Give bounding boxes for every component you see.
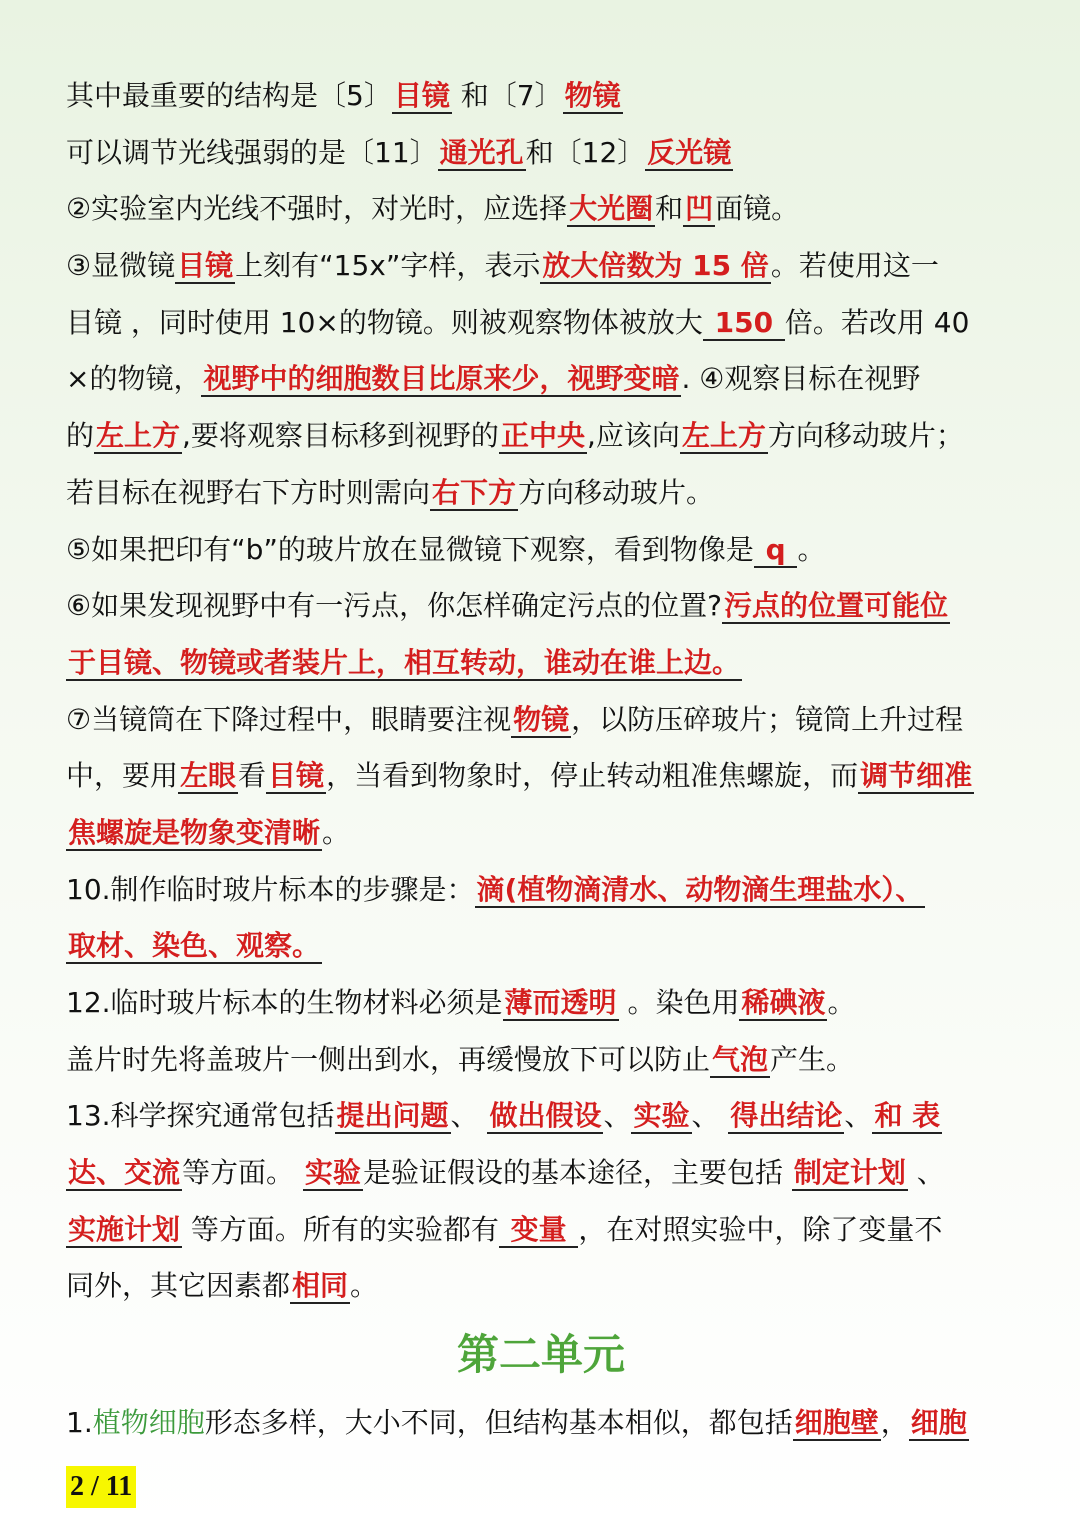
plain-text: 、: [691, 1099, 729, 1133]
answer-blank: 变量: [500, 1212, 577, 1246]
answer-blank: 气泡: [712, 1042, 769, 1076]
text-line: [66, 1395, 1016, 1452]
answer-blank: 放大倍数为 15 倍: [542, 249, 769, 283]
answer-blank: 滴(植物滴清水、动物滴生理盐水）、: [476, 872, 924, 906]
answer-blank: 制定计划: [793, 1156, 906, 1190]
plain-text: 面镜。: [715, 192, 800, 226]
plain-text: 方向移动玻片。: [518, 475, 715, 509]
plain-text: 同外，其它因素都: [66, 1269, 291, 1303]
answer-blank: 通光孔: [439, 135, 524, 169]
text-line: [66, 181, 1016, 238]
plain-text: ，: [880, 1406, 909, 1440]
text-line: [66, 351, 1016, 408]
plain-text: 倍。若改用 40: [784, 305, 970, 339]
document-body: [66, 68, 1016, 1452]
answer-blank: 目镜: [177, 249, 234, 283]
plain-text: 和〔7〕: [451, 79, 563, 112]
answer-blank: 物镜: [564, 79, 621, 112]
plain-text: . ④观察目标在视野: [681, 362, 921, 396]
plain-text: 目镜 ，同时使用 10×的物镜。则被观察物体被放大: [66, 305, 703, 339]
answer-blank: 反光镜: [647, 135, 732, 169]
text-line: [66, 862, 1016, 919]
text-line: [66, 238, 1016, 295]
answer-blank: 提出问题: [336, 1099, 449, 1133]
plain-text: 。: [827, 986, 856, 1019]
plain-text: ,要将观察目标移到视野的: [182, 419, 499, 453]
plain-text: 中，要用: [66, 759, 179, 793]
plain-text: 可以调节光线强弱的是〔11〕: [66, 135, 438, 169]
text-line: [66, 465, 1016, 522]
answer-blank: 污点的位置可能位: [723, 589, 948, 623]
page-number: 2 / 11: [66, 1466, 136, 1508]
text-line: [66, 918, 1016, 975]
plain-text: ③显微镜: [66, 249, 176, 283]
text-line: [66, 1088, 1016, 1145]
text-line: [66, 805, 1016, 862]
answer-blank: 和 表: [874, 1099, 941, 1133]
plain-text: 等方面。所有的实验都有: [182, 1212, 499, 1246]
text-line: [66, 408, 1016, 465]
text-line: [66, 522, 1016, 579]
plain-text: 10.制作临时玻片标本的步骤是：: [66, 872, 475, 906]
text-line: [66, 1202, 1016, 1259]
answer-blank: 实验: [633, 1099, 690, 1133]
plain-text: 。: [350, 1269, 379, 1303]
plain-text: ⑥如果发现视野中有一污点，你怎样确定污点的位置?: [66, 589, 722, 623]
text-line: [66, 748, 1016, 805]
plain-text: 。: [797, 532, 826, 566]
plain-text: ，当看到物象时，停止转动粗准焦螺旋，而: [326, 759, 859, 793]
answer-blank: 相同: [292, 1269, 349, 1303]
plain-text: 看: [238, 759, 267, 793]
text-line: [66, 635, 1016, 692]
answer-blank: 视野中的细胞数目比原来少，视野变暗: [203, 362, 680, 396]
answer-blank: 取材、染色、观察。: [68, 929, 321, 963]
answer-blank: 正中央: [500, 419, 585, 453]
plain-text: 。染色用: [618, 986, 740, 1019]
plain-text: 、: [603, 1099, 632, 1133]
plain-text: 、: [844, 1099, 873, 1133]
text-line: [66, 68, 1016, 125]
plain-text: 1.: [66, 1406, 93, 1440]
plain-text: 、: [907, 1156, 945, 1190]
plain-text: 12.临时玻片标本的生物材料必须是: [66, 986, 503, 1019]
plain-text: ，在对照实验中，除了变量不: [578, 1212, 943, 1246]
plain-text: 。若使用这一: [770, 249, 939, 283]
answer-blank: 做出假设: [489, 1099, 602, 1133]
answer-blank: q: [755, 532, 796, 566]
answer-blank: 调节细准: [860, 759, 973, 793]
answer-blank: 实施计划: [68, 1212, 181, 1246]
plain-text: ②实验室内光线不强时，对光时，应选择: [66, 192, 568, 226]
plain-text: ×的物镜，: [66, 362, 202, 396]
answer-blank: 150: [704, 305, 783, 339]
text-line: [66, 692, 1016, 749]
answer-blank: 细胞: [910, 1406, 967, 1440]
text-line: [66, 125, 1016, 182]
plain-text: 是验证假设的基本途径，主要包括: [362, 1156, 792, 1190]
plain-text: ,应该向: [586, 419, 680, 453]
plain-text: 、: [450, 1099, 488, 1133]
plain-text: 产生。: [770, 1042, 855, 1076]
text-line: [66, 295, 1016, 352]
plain-text: 的: [66, 419, 95, 453]
answer-blank: 于目镜、物镜或者装片上，相互转动，谁动在谁上边。: [68, 645, 741, 679]
plain-text: 方向移动玻片；: [767, 419, 964, 453]
answer-blank: 焦螺旋是物象变清晰: [68, 815, 321, 849]
answer-blank: 左上方: [96, 419, 181, 453]
plain-text: 若目标在视野右下方时则需向: [66, 475, 431, 509]
plain-text: ⑤如果把印有“b”的玻片放在显微镜下观察，看到物像是: [66, 532, 754, 566]
plain-text: 13.科学探究通常包括: [66, 1099, 335, 1133]
answer-blank: 右下方: [432, 475, 517, 509]
answer-blank: 左上方: [681, 419, 766, 453]
text-lines: [66, 68, 1016, 1315]
text-line: [66, 1032, 1016, 1089]
plain-text: 。: [322, 815, 351, 849]
answer-blank: 实验: [304, 1156, 361, 1190]
answer-blank: 目镜: [393, 79, 450, 112]
answer-blank: 左眼: [180, 759, 237, 793]
plain-text: ，以防压碎玻片；镜筒上升过程: [571, 702, 964, 736]
answer-blank: 稀碘液: [741, 986, 826, 1019]
text-line: [66, 1258, 1016, 1315]
answer-blank: 物镜: [513, 702, 570, 736]
plain-text: 和〔12〕: [525, 135, 646, 169]
plain-text: 上刻有“15x”字样，表示: [235, 249, 541, 283]
highlight-term: 植物细胞: [92, 1406, 205, 1440]
answer-blank: 细胞壁: [794, 1406, 879, 1440]
text-line: [66, 975, 1016, 1032]
answer-blank: 得出结论: [730, 1099, 843, 1133]
section-title: 第二单元: [456, 1330, 625, 1380]
answer-blank: 大光圈: [569, 192, 654, 226]
plain-text: 和: [655, 192, 684, 226]
plain-text: ⑦当镜筒在下降过程中，眼睛要注视: [66, 702, 512, 736]
plain-text: 形态多样，大小不同，但结构基本相似，都包括: [204, 1406, 793, 1440]
plain-text: 盖片时先将盖玻片一侧出到水，再缓慢放下可以防止: [66, 1042, 711, 1076]
answer-blank: 目镜: [268, 759, 325, 793]
answer-blank: 达、交流: [68, 1156, 181, 1190]
plain-text: 其中最重要的结构是〔5〕: [66, 79, 392, 112]
answer-blank: 薄而透明: [504, 986, 617, 1019]
plain-text: 等方面。: [182, 1156, 303, 1190]
text-line: [66, 578, 1016, 635]
answer-blank: 凹: [685, 192, 714, 226]
text-line: [66, 1145, 1016, 1202]
